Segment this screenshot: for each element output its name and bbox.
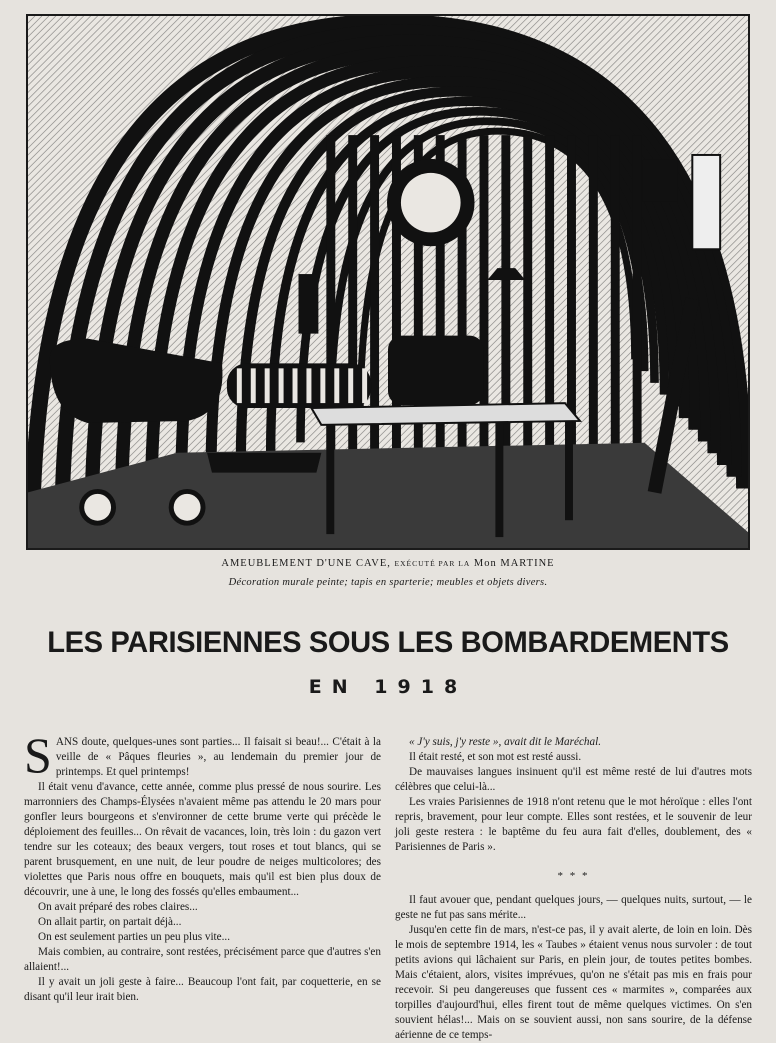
sofa-stripe <box>279 368 284 403</box>
floor <box>28 443 748 548</box>
armchair <box>388 336 483 405</box>
paragraph: Jusqu'en cette fin de mars, n'est-ce pas, il y avait alerte, de loin en loin. Dès le mois de septembre 1914, les « Taubes » étaient venus nous survoler : de tout petits avions qui lâchaient sur Paris, en plein jour, de toutes petites bombes. Mais c'étaient, alors, visites imprévues, qu'on ne s'était pas mis en frais pour recevoir. Si peu dangereuses que fussent ces « marmites », comparées aux torpilles d'aujourd'hui, elles firent tout de même quelques victimes. On s'en souvient hélas!... Mais on se souvient aussi, non sans sourire, de la défense aérienne de ce temps- <box>395 924 752 1041</box>
sofa-stripe <box>306 368 311 403</box>
lamp-stand <box>504 280 509 389</box>
opening-text: ANS doute, quelques-unes sont parties... Il faisait si beau!... C'était à la veille de « Pâques fleuries », au lendemain du premier jour de printemps. Et quel printemps! <box>55 736 381 778</box>
paragraph: De mauvaises langues insinuent qu'il est même resté de lui d'autres mots célèbres que celui-là... <box>395 766 752 793</box>
sofa-stripe <box>265 368 270 403</box>
paragraph: Les vraies Parisiennes de 1918 n'ont retenu que le mot héroïque : elles l'ont repris, bravement, pour leur compte. Elles sont restées, et le souvenir de leur joli geste restera : le baptême du feu aura fait d'elles, doublement, des « Parisiennes de Paris ». <box>395 796 752 853</box>
back-wall-stripe <box>567 135 576 453</box>
caption-subtitle: Décoration murale peinte; tapis en sparterie; meubles et objets divers. <box>228 577 548 588</box>
wall-lantern <box>298 274 318 334</box>
back-wall-stripe <box>370 135 379 453</box>
sofa-stripe <box>334 368 339 403</box>
caption-title: AMEUBLEMENT D'UNE CAVE, <box>221 558 391 569</box>
sofa-stripe <box>237 368 242 403</box>
sofa-stripe <box>348 368 353 403</box>
table-leg <box>495 423 503 537</box>
table-leg <box>565 421 573 520</box>
paragraph: Il était resté, et son mot est resté aussi. <box>409 751 582 763</box>
pram-wheel <box>171 491 203 523</box>
pram-wheel <box>82 491 114 523</box>
paragraph: On avait préparé des robes claires... <box>38 901 198 913</box>
sofa-stripe <box>362 368 367 403</box>
table-leg <box>326 425 334 534</box>
drop-cap: S <box>24 727 52 783</box>
stool-seat <box>207 453 321 473</box>
paragraph: « J'y suis, j'y reste », avait dit le Maréchal. <box>409 736 602 748</box>
back-wall-stripe <box>589 135 598 453</box>
caption-maker: Mon MARTINE <box>473 558 555 569</box>
sofa-stripe <box>251 368 256 403</box>
back-wall-stripe <box>633 135 642 453</box>
opening-paragraph <box>24 727 381 783</box>
caption-executed-by: EXÉCUTÉ PAR LA <box>394 559 471 568</box>
paragraph: On est seulement parties un peu plus vite... <box>38 931 231 943</box>
table-top <box>311 403 580 425</box>
section-separator: * * * <box>557 870 590 882</box>
paragraph: Il y avait un joli geste à faire... Beaucoup l'ont fait, par coquetterie, en se disant qu'il leur irait bien. <box>24 976 381 1003</box>
left-column <box>24 727 381 1005</box>
article-headline: LES PARISIENNES SOUS LES BOMBARDEMENTS <box>47 626 729 659</box>
paragraph: Il était venu d'avance, cette année, comme plus pressé de nous sourire. Les marronniers des Champs-Élysées n'avaient même pas attendu le 20 mars pour gonfler leurs bourgeons et s'environner de cette brume verte qui précède le déploiement des feuilles... On rêvait de vacances, loin, très loin : du gazon vert tendre sur les coteaux; des beaux vergers, tout roses et tout blancs, qui se parent brusquement, en une nuit, de leur poudre de neiges multicolores; des violettes que Paris nous offre en bouquets, mais qu'il est bien plus doux de découvrir, une à une, le long des fossés qu'elles embaument... <box>24 781 381 898</box>
cellar-illustration <box>26 14 750 550</box>
cellar-drawing <box>28 16 748 548</box>
wall-plaque <box>643 160 678 202</box>
siphon-bottle <box>692 155 720 249</box>
article-year: EN 1918 <box>308 676 468 698</box>
pram-body <box>50 339 223 423</box>
right-column <box>395 735 752 1043</box>
paragraph: Mais combien, au contraire, sont restées, précisément parce que d'autres s'en allaient!... <box>24 946 381 973</box>
paragraph: On allait partir, on partait déjà... <box>38 916 182 928</box>
caption-main <box>0 558 776 569</box>
mirror-glass <box>401 173 461 233</box>
paragraph: Il faut avouer que, pendant quelques jours, — quelques nuits, surtout, — le geste ne fut pas sans mérite... <box>395 894 752 921</box>
lamp-shade <box>487 268 525 280</box>
back-wall-stripe <box>611 135 620 453</box>
sofa-stripe <box>293 368 298 403</box>
sofa-stripe <box>320 368 325 403</box>
